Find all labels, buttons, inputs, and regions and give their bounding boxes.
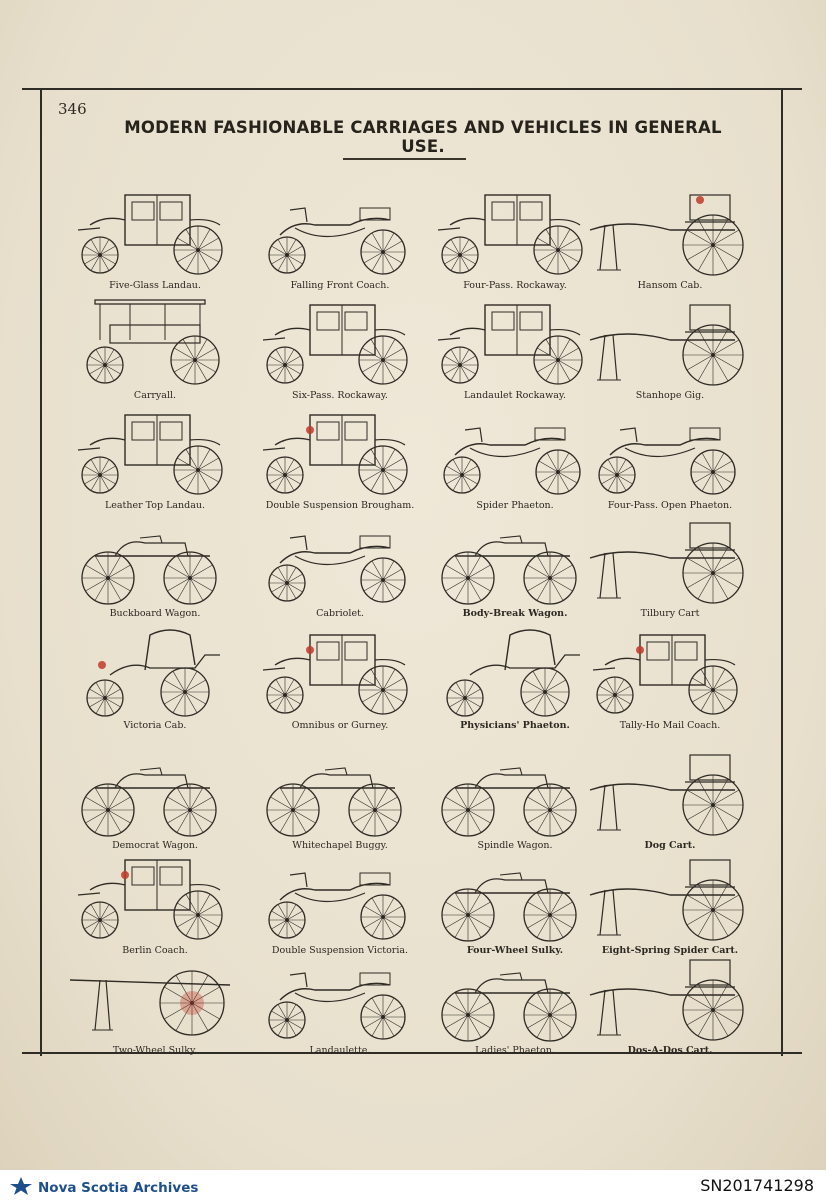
shafted-cart-icon [585, 740, 745, 840]
carriage-caption: Falling Front Coach. [290, 280, 390, 291]
carriage-caption: Democrat Wagon. [112, 840, 198, 851]
carriage-caption: Four-Pass. Rockaway. [463, 280, 567, 291]
open-coach-icon [255, 180, 415, 280]
carriage-illustration [585, 508, 755, 628]
hooded-carriage-icon [430, 620, 590, 720]
carriage-illustration [70, 400, 240, 520]
carriage-caption: Landaulet Rockaway. [464, 390, 566, 401]
shafted-cart-icon [585, 290, 745, 390]
carriage-illustration [70, 180, 240, 300]
carriage-illustration [585, 945, 755, 1065]
open-wagon-icon [430, 508, 590, 608]
reference-number: SN201741298 [700, 1176, 814, 1195]
carriage-caption: Leather Top Landau. [104, 500, 206, 511]
open-coach-icon [585, 400, 745, 500]
carriage-illustration [585, 620, 755, 740]
sulky-icon [70, 945, 230, 1045]
nova-scotia-archives-logo-icon [8, 1177, 34, 1195]
open-wagon-icon [70, 740, 230, 840]
carriage-caption: Double Suspension Brougham. [265, 500, 415, 511]
carriage-caption: Cabriolet. [316, 608, 364, 619]
carriage-illustration [70, 620, 240, 740]
shafted-cart-icon [585, 180, 745, 280]
carriage-caption: Hansom Cab. [637, 280, 703, 291]
carriage-illustration [585, 180, 755, 300]
carriage-caption: Two-Wheel Sulky. [112, 1045, 198, 1056]
page-number: 346 [58, 100, 87, 118]
closed-coach-icon [255, 400, 415, 500]
shafted-cart-icon [585, 945, 745, 1045]
carriage-illustration [585, 290, 755, 410]
carriage-caption: Six-Pass. Rockaway. [292, 390, 388, 401]
closed-coach-icon [430, 180, 590, 280]
closed-coach-icon [70, 845, 230, 945]
closed-coach-icon [430, 290, 590, 390]
carriage-caption: Spider Phaeton. [476, 500, 554, 511]
closed-coach-icon [70, 400, 230, 500]
shafted-cart-icon [585, 508, 745, 608]
shafted-cart-icon [585, 845, 745, 945]
carriage-caption: Spindle Wagon. [477, 840, 553, 851]
carriage-caption: Landaulette. [309, 1045, 371, 1056]
page-title: MODERN FASHIONABLE CARRIAGES AND VEHICLES IN GENERAL USE. [124, 118, 722, 156]
carriage-illustration [70, 290, 240, 410]
carriage-caption: Double Suspension Victoria. [271, 945, 409, 956]
open-coach-icon [255, 945, 415, 1045]
carriage-caption: Four-Wheel Sulky. [466, 945, 564, 956]
carriage-illustration [70, 508, 240, 628]
open-coach-icon [430, 400, 590, 500]
open-coach-icon [255, 508, 415, 608]
open-wagon-icon [70, 508, 230, 608]
carriage-illustration [255, 508, 425, 628]
carriage-illustration [255, 400, 425, 520]
carriage-caption: Carryall. [133, 390, 177, 401]
hooded-carriage-icon [70, 620, 230, 720]
carriage-illustration [255, 945, 425, 1065]
carriage-caption: Body-Break Wagon. [462, 608, 568, 619]
carriage-caption: Dog Cart. [644, 840, 696, 851]
carriage-illustration [70, 740, 240, 860]
closed-coach-icon [585, 620, 745, 720]
carriage-caption: Four-Pass. Open Phaeton. [607, 500, 733, 511]
closed-coach-icon [255, 290, 415, 390]
title-rule [343, 158, 466, 160]
canopy-wagon-icon [70, 290, 230, 390]
carriage-caption: Buckboard Wagon. [109, 608, 201, 619]
open-coach-icon [255, 845, 415, 945]
open-wagon-icon [255, 740, 415, 840]
carriage-caption: Berlin Coach. [122, 945, 188, 956]
carriage-caption: Five-Glass Landau. [109, 280, 201, 291]
carriage-caption: Eight-Spring Spider Cart. [601, 945, 739, 956]
carriage-illustration [255, 180, 425, 300]
carriage-illustration [255, 740, 425, 860]
carriage-caption: Physicians' Phaeton. [460, 720, 570, 731]
closed-coach-icon [70, 180, 230, 280]
carriage-illustration [255, 620, 425, 740]
carriage-illustration [255, 290, 425, 410]
carriage-caption: Tally-Ho Mail Coach. [619, 720, 721, 731]
carriage-caption: Dos-A-Dos Cart. [627, 1045, 713, 1056]
carriage-illustration [585, 400, 755, 520]
carriage-caption: Omnibus or Gurney. [291, 720, 389, 731]
carriage-caption: Stanhope Gig. [635, 390, 705, 401]
archive-name: Nova Scotia Archives [38, 1180, 199, 1196]
carriage-caption: Victoria Cab. [123, 720, 187, 731]
open-wagon-icon [430, 845, 590, 945]
carriage-caption: Whitechapel Buggy. [292, 840, 388, 851]
open-wagon-icon [430, 740, 590, 840]
carriage-illustration [585, 740, 755, 860]
carriage-illustration [70, 945, 240, 1065]
open-wagon-icon [430, 945, 590, 1045]
carriage-caption: Ladies' Phaeton. [475, 1045, 555, 1056]
closed-coach-icon [255, 620, 415, 720]
carriage-caption: Tilbury Cart [640, 608, 700, 619]
